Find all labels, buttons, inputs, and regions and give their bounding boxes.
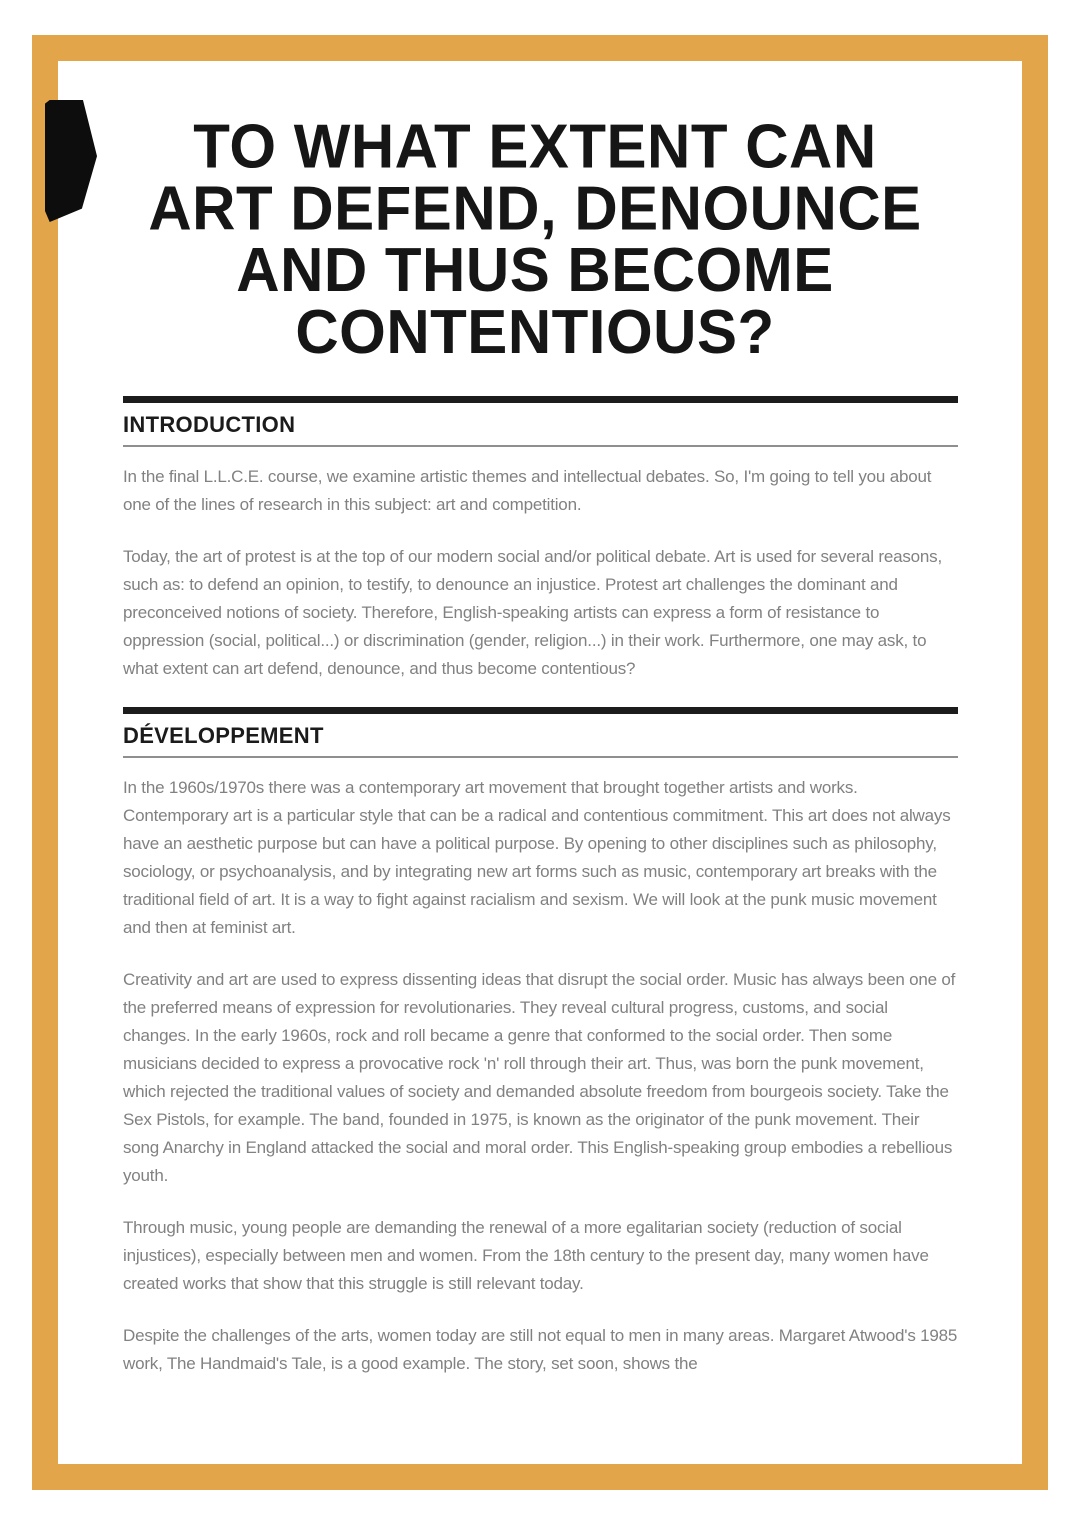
section-heading-rule [123,445,958,447]
paragraph: In the 1960s/1970s there was a contemporary art movement that brought together artists and works. Contemporary art is a particular style that can be a radical and contentious commitment. This art does not always have an aesthetic purpose but can have a political purpose. By opening to other disciplines such as philosophy, sociology, or psychoanalysis, and by integrating new art forms such as music, contemporary art breaks with the traditional field of art. It is a way to fight against racialism and sexism. We will look at the punk music movement and then at feminist art. [123,778,951,937]
page-title-line: ART DEFEND, DENOUNCE [148,173,922,243]
page-title-line: TO WHAT EXTENT CAN [193,111,877,181]
paragraph: Today, the art of protest is at the top of our modern social and/or political debate. Art is used for several reasons, such as: to defend an opinion, to testify, to denounce an injustice. Protest art challenges the dominant and preconceived notions of society. Therefore, English-speaking artists can express a form of resistance to oppression (social, political...) or discrimination (gender, religion...) in their work. Furthermore, one may ask, to what extent can art defend, denounce, and thus become contentious? [123,547,942,678]
essay-content [123,396,958,1402]
paragraph: Creativity and art are used to express dissenting ideas that disrupt the social order. Music has always been one of the preferred means of expression for revolutionaries. They reveal cultural progress, customs, and social changes. In the early 1960s, rock and roll became a genre that conformed to the social order. Then some musicians decided to express a provocative rock 'n' roll through their art. Thus, was born the punk movement, which rejected the traditional values of society and demanded absolute freedom from bourgeois society. Take the Sex Pistols, for example. The band, founded in 1975, is known as the originator of the punk movement. Their song Anarchy in England attacked the social and moral order. This English-speaking group embodies a rebellious youth. [123,970,956,1185]
section-developpement [123,707,958,1378]
section-top-bar [123,396,958,403]
section-heading-rule [123,756,958,758]
section-heading-introduction: INTRODUCTION [123,412,296,437]
paragraph: In the final L.L.C.E. course, we examine artistic themes and intellectual debates. So, I'm going to tell you about one of the lines of research in this subject: art and competition. [123,467,932,514]
page-title-line: AND THUS BECOME [236,235,834,305]
page-title-line: CONTENTIOUS? [295,297,775,367]
section-heading-developpement: DÉVELOPPEMENT [123,723,324,748]
section-introduction [123,396,958,683]
page-title [95,111,975,367]
paragraph: Despite the challenges of the arts, women today are still not equal to men in many areas. Margaret Atwood's 1985 work, The Handmaid's Tale, is a good example. The story, set soon, shows the [123,1326,958,1373]
paragraph: Through music, young people are demanding the renewal of a more egalitarian society (reduction of social injustices), especially between men and women. From the 18th century to the present day, many women have created works that show that this struggle is still relevant today. [123,1218,929,1293]
section-top-bar [123,707,958,714]
